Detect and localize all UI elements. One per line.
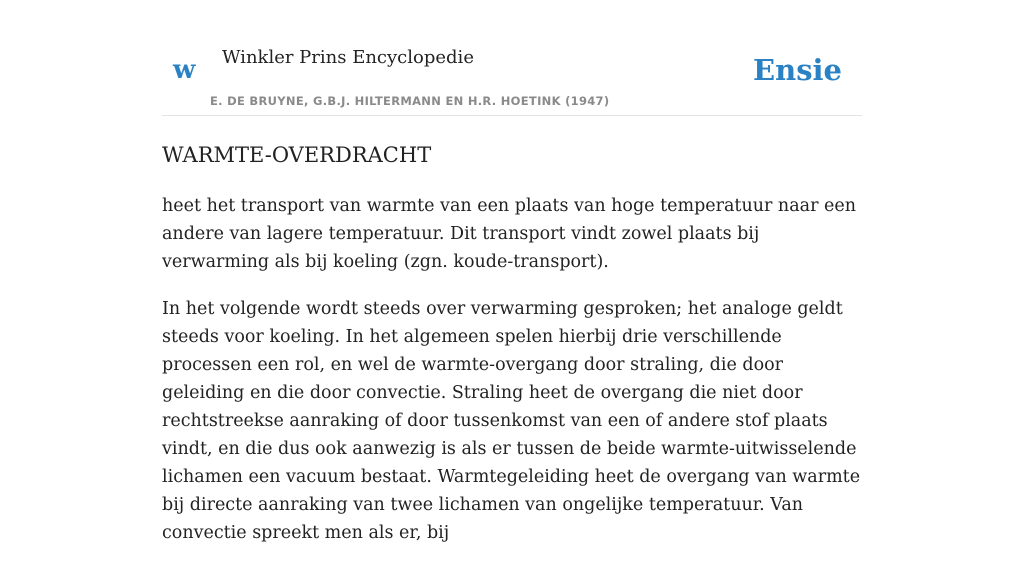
byline: E. DE BRUYNE, G.B.J. HILTERMANN EN H.R. HOETINK (1947) <box>210 94 610 108</box>
paragraph: In het volgende wordt steeds over verwarming gesproken; het analoge geldt steeds voor koeling. In het algemeen spelen hierbij drie verschillende processen een rol, en wel de warmte-overgang door straling, die door geleiding en die door convectie. Straling heet de overgang die niet door rechtstreekse aanraking of door tussenkomst van een of andere stof plaats vindt, en die dus ook aanwezig is als er tussen de beide warmte-uitwisselende lichamen een vacuum bestaat. Warmtegeleiding heet de overgang van warmte bij directe aanraking van twee lichamen van ongelijke temperatuur. Van convectie spreekt men als er, bij <box>162 299 861 543</box>
site-header <box>162 0 862 116</box>
site-title[interactable]: Winkler Prins Encyclopedie <box>222 47 474 68</box>
site-logo[interactable]: w <box>173 55 196 85</box>
page <box>162 0 862 543</box>
article-title: WARMTE-OVERDRACHT <box>162 143 432 167</box>
brand-logo[interactable]: Ensie <box>753 53 842 87</box>
paragraph: heet het transport van warmte van een plaats van hoge temperatuur naar een andere van lagere temperatuur. Dit transport vindt zowel plaats bij verwarming als bij koeling (zgn. koude-transport). <box>162 196 856 272</box>
article-body <box>162 192 862 566</box>
